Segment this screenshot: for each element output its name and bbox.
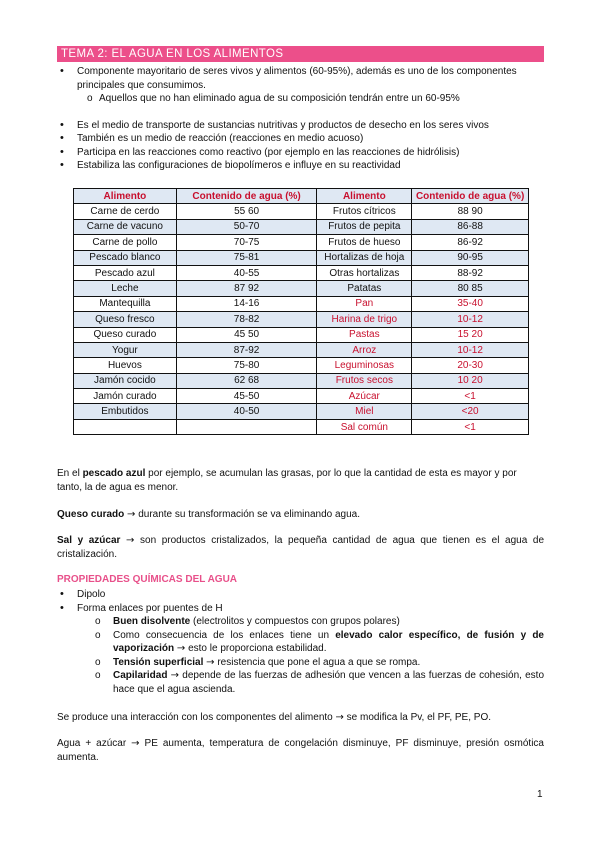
table-cell: Mantequilla xyxy=(74,296,177,311)
note-text: durante su transformación se va eliminando agua. xyxy=(135,509,360,520)
note-text: son productos cristalizados, la pequeña cantidad de agua que tienen es el agua de cristalización. xyxy=(57,535,545,560)
table-cell: Pastas xyxy=(317,327,412,342)
note-sugar xyxy=(57,737,544,764)
note-text: Se produce una interacción con los componentes del alimento xyxy=(57,712,333,723)
table-cell xyxy=(176,419,317,434)
table-cell: 45 50 xyxy=(176,327,317,342)
note-text: depende de las fuerzas de adhesión que vencen a las fuerzas de cohesión, esto hace que el agua ascienda. xyxy=(113,670,545,695)
properties-list xyxy=(57,588,544,696)
note-bold: Tensión superficial xyxy=(113,656,204,668)
table-cell: Azúcar xyxy=(317,389,412,404)
table-cell: 10 20 xyxy=(412,373,529,388)
table-row xyxy=(74,204,529,219)
note-text: Agua + azúcar xyxy=(57,738,127,749)
table-cell: 78-82 xyxy=(176,312,317,327)
table-cell: Embutidos xyxy=(74,404,177,419)
table-cell: <1 xyxy=(412,419,529,434)
table-cell: 70-75 xyxy=(176,235,317,250)
table-cell: 86-92 xyxy=(412,235,529,250)
header-water: Contenido de agua (%) xyxy=(176,189,317,204)
table-cell: Patatas xyxy=(317,281,412,296)
table-row xyxy=(74,373,529,388)
note-text: Como consecuencia de los enlaces tiene un xyxy=(113,629,336,641)
table-cell: 15 20 xyxy=(412,327,529,342)
table-cell: 45-50 xyxy=(176,389,317,404)
table-cell: 86-88 xyxy=(412,219,529,234)
intro-list xyxy=(57,65,544,173)
table-cell: Jamón cocido xyxy=(74,373,177,388)
table-cell: 40-55 xyxy=(176,265,317,280)
page-number: 1 xyxy=(537,789,543,800)
arrow-icon: → xyxy=(206,656,215,668)
table-cell: 88-92 xyxy=(412,265,529,280)
note-queso xyxy=(57,508,544,522)
table-cell: Leche xyxy=(74,281,177,296)
table-row xyxy=(74,327,529,342)
table-cell: 62 68 xyxy=(176,373,317,388)
table-row xyxy=(74,358,529,373)
note-bold: Buen disolvente xyxy=(113,616,191,627)
arrow-icon: → xyxy=(127,509,136,520)
table-cell: Pan xyxy=(317,296,412,311)
table-cell: Hortalizas de hoja xyxy=(317,250,412,265)
table-cell: 80 85 xyxy=(412,281,529,296)
table-cell: 87-92 xyxy=(176,342,317,357)
arrow-icon: → xyxy=(131,738,140,749)
table-cell: 88 90 xyxy=(412,204,529,219)
sub-list-item xyxy=(57,629,544,656)
table-cell: Queso curado xyxy=(74,327,177,342)
table-body xyxy=(74,204,529,435)
table-cell: 20-30 xyxy=(412,358,529,373)
sub-list-item xyxy=(57,615,544,629)
water-content-table xyxy=(73,188,529,435)
list-item: • Dipolo xyxy=(57,588,544,602)
section-title: TEMA 2: EL AGUA EN LOS ALIMENTOS xyxy=(57,46,544,62)
table-cell: 10-12 xyxy=(412,342,529,357)
table-row xyxy=(74,235,529,250)
table-row xyxy=(74,250,529,265)
table-cell: Queso fresco xyxy=(74,312,177,327)
table-cell: Arroz xyxy=(317,342,412,357)
table-cell: <20 xyxy=(412,404,529,419)
list-item: • Forma enlaces por puentes de H xyxy=(57,602,544,616)
table-cell: Carne de vacuno xyxy=(74,219,177,234)
table-cell: 87 92 xyxy=(176,281,317,296)
table-cell: 40-50 xyxy=(176,404,317,419)
list-item: • Estabiliza las configuraciones de biopolímeros e influye en su reactividad xyxy=(57,159,544,173)
header-food: Alimento xyxy=(74,189,177,204)
table-row xyxy=(74,389,529,404)
header-water: Contenido de agua (%) xyxy=(412,189,529,204)
note-interaction xyxy=(57,711,544,725)
list-item: • También es un medio de reacción (reacciones en medio acuoso) xyxy=(57,132,544,146)
table-cell: Harina de trigo xyxy=(317,312,412,327)
table-cell: Pescado blanco xyxy=(74,250,177,265)
table-cell: 90-95 xyxy=(412,250,529,265)
table-cell: Jamón curado xyxy=(74,389,177,404)
list-item: • Participa en las reacciones como reactivo (por ejemplo en las reacciones de hidrólisis) xyxy=(57,146,544,160)
table-row xyxy=(74,265,529,280)
note-text: por ejemplo, se acumulan las grasas, por lo que la cantidad de esta es mayor y por tanto, la de agua es menor. xyxy=(57,468,517,493)
table-cell: Sal común xyxy=(317,419,412,434)
note-text: PE aumenta, temperatura de congelación disminuye, PF disminuye, presión osmótica aumenta. xyxy=(57,738,544,763)
properties-heading: PROPIEDADES QUÍMICAS DEL AGUA xyxy=(57,574,238,585)
sub-list-item xyxy=(57,656,544,670)
table-row xyxy=(74,404,529,419)
sub-list-item: o Aquellos que no han eliminado agua de su composición tendrán entre un 60-95% xyxy=(57,92,544,106)
note-text: En el xyxy=(57,468,83,479)
table-cell: 10-12 xyxy=(412,312,529,327)
table-header-row xyxy=(74,189,529,204)
table-cell: Pescado azul xyxy=(74,265,177,280)
table-cell xyxy=(74,419,177,434)
arrow-icon: → xyxy=(335,712,344,723)
note-bold: elevado calor específico, de fusión y de vaporización xyxy=(113,629,544,654)
table-cell: Huevos xyxy=(74,358,177,373)
sub-list-item xyxy=(57,669,544,696)
list-item: • Es el medio de transporte de sustancias nutritivas y productos de desecho en los seres vivos xyxy=(57,119,544,133)
note-bold: Sal y azúcar xyxy=(57,535,121,546)
table-row xyxy=(74,312,529,327)
note-bold: Queso curado xyxy=(57,509,125,520)
table-cell: Frutos de pepita xyxy=(317,219,412,234)
note-text: (electrolitos y compuestos con grupos polares) xyxy=(190,616,400,627)
table-cell: Leguminosas xyxy=(317,358,412,373)
table-cell: Carne de pollo xyxy=(74,235,177,250)
table-cell: 75-81 xyxy=(176,250,317,265)
table-row xyxy=(74,296,529,311)
table-cell: 35-40 xyxy=(412,296,529,311)
arrow-icon: → xyxy=(170,670,180,681)
arrow-icon: → xyxy=(126,535,135,546)
note-pescado xyxy=(57,467,544,494)
note-bold: pescado azul xyxy=(82,468,146,479)
table-cell: Frutos secos xyxy=(317,373,412,388)
table-cell: <1 xyxy=(412,389,529,404)
table-cell: Yogur xyxy=(74,342,177,357)
header-food: Alimento xyxy=(317,189,412,204)
table-cell: Carne de cerdo xyxy=(74,204,177,219)
note-bold: Capilaridad xyxy=(113,670,168,681)
note-sal xyxy=(57,534,544,561)
note-text: resistencia que pone el agua a que se rompa. xyxy=(214,656,421,668)
table-row xyxy=(74,342,529,357)
note-text: se modifica la Pv, el PF, PE, PO. xyxy=(343,712,491,723)
table-row xyxy=(74,219,529,234)
table-cell: Otras hortalizas xyxy=(317,265,412,280)
table-row xyxy=(74,419,529,434)
list-item: • Componente mayoritario de seres vivos y alimentos (60-95%), además es uno de los componentes principales que consumimos. xyxy=(57,65,544,92)
table-cell: Frutos de hueso xyxy=(317,235,412,250)
table-cell: Frutos cítricos xyxy=(317,204,412,219)
arrow-icon: → xyxy=(176,643,186,654)
table-cell: 14-16 xyxy=(176,296,317,311)
table-cell: 75-80 xyxy=(176,358,317,373)
table-row xyxy=(74,281,529,296)
table-cell: 50-70 xyxy=(176,219,317,234)
note-text: esto le proporciona estabilidad. xyxy=(185,643,327,654)
table-cell: 55 60 xyxy=(176,204,317,219)
table-cell: Miel xyxy=(317,404,412,419)
